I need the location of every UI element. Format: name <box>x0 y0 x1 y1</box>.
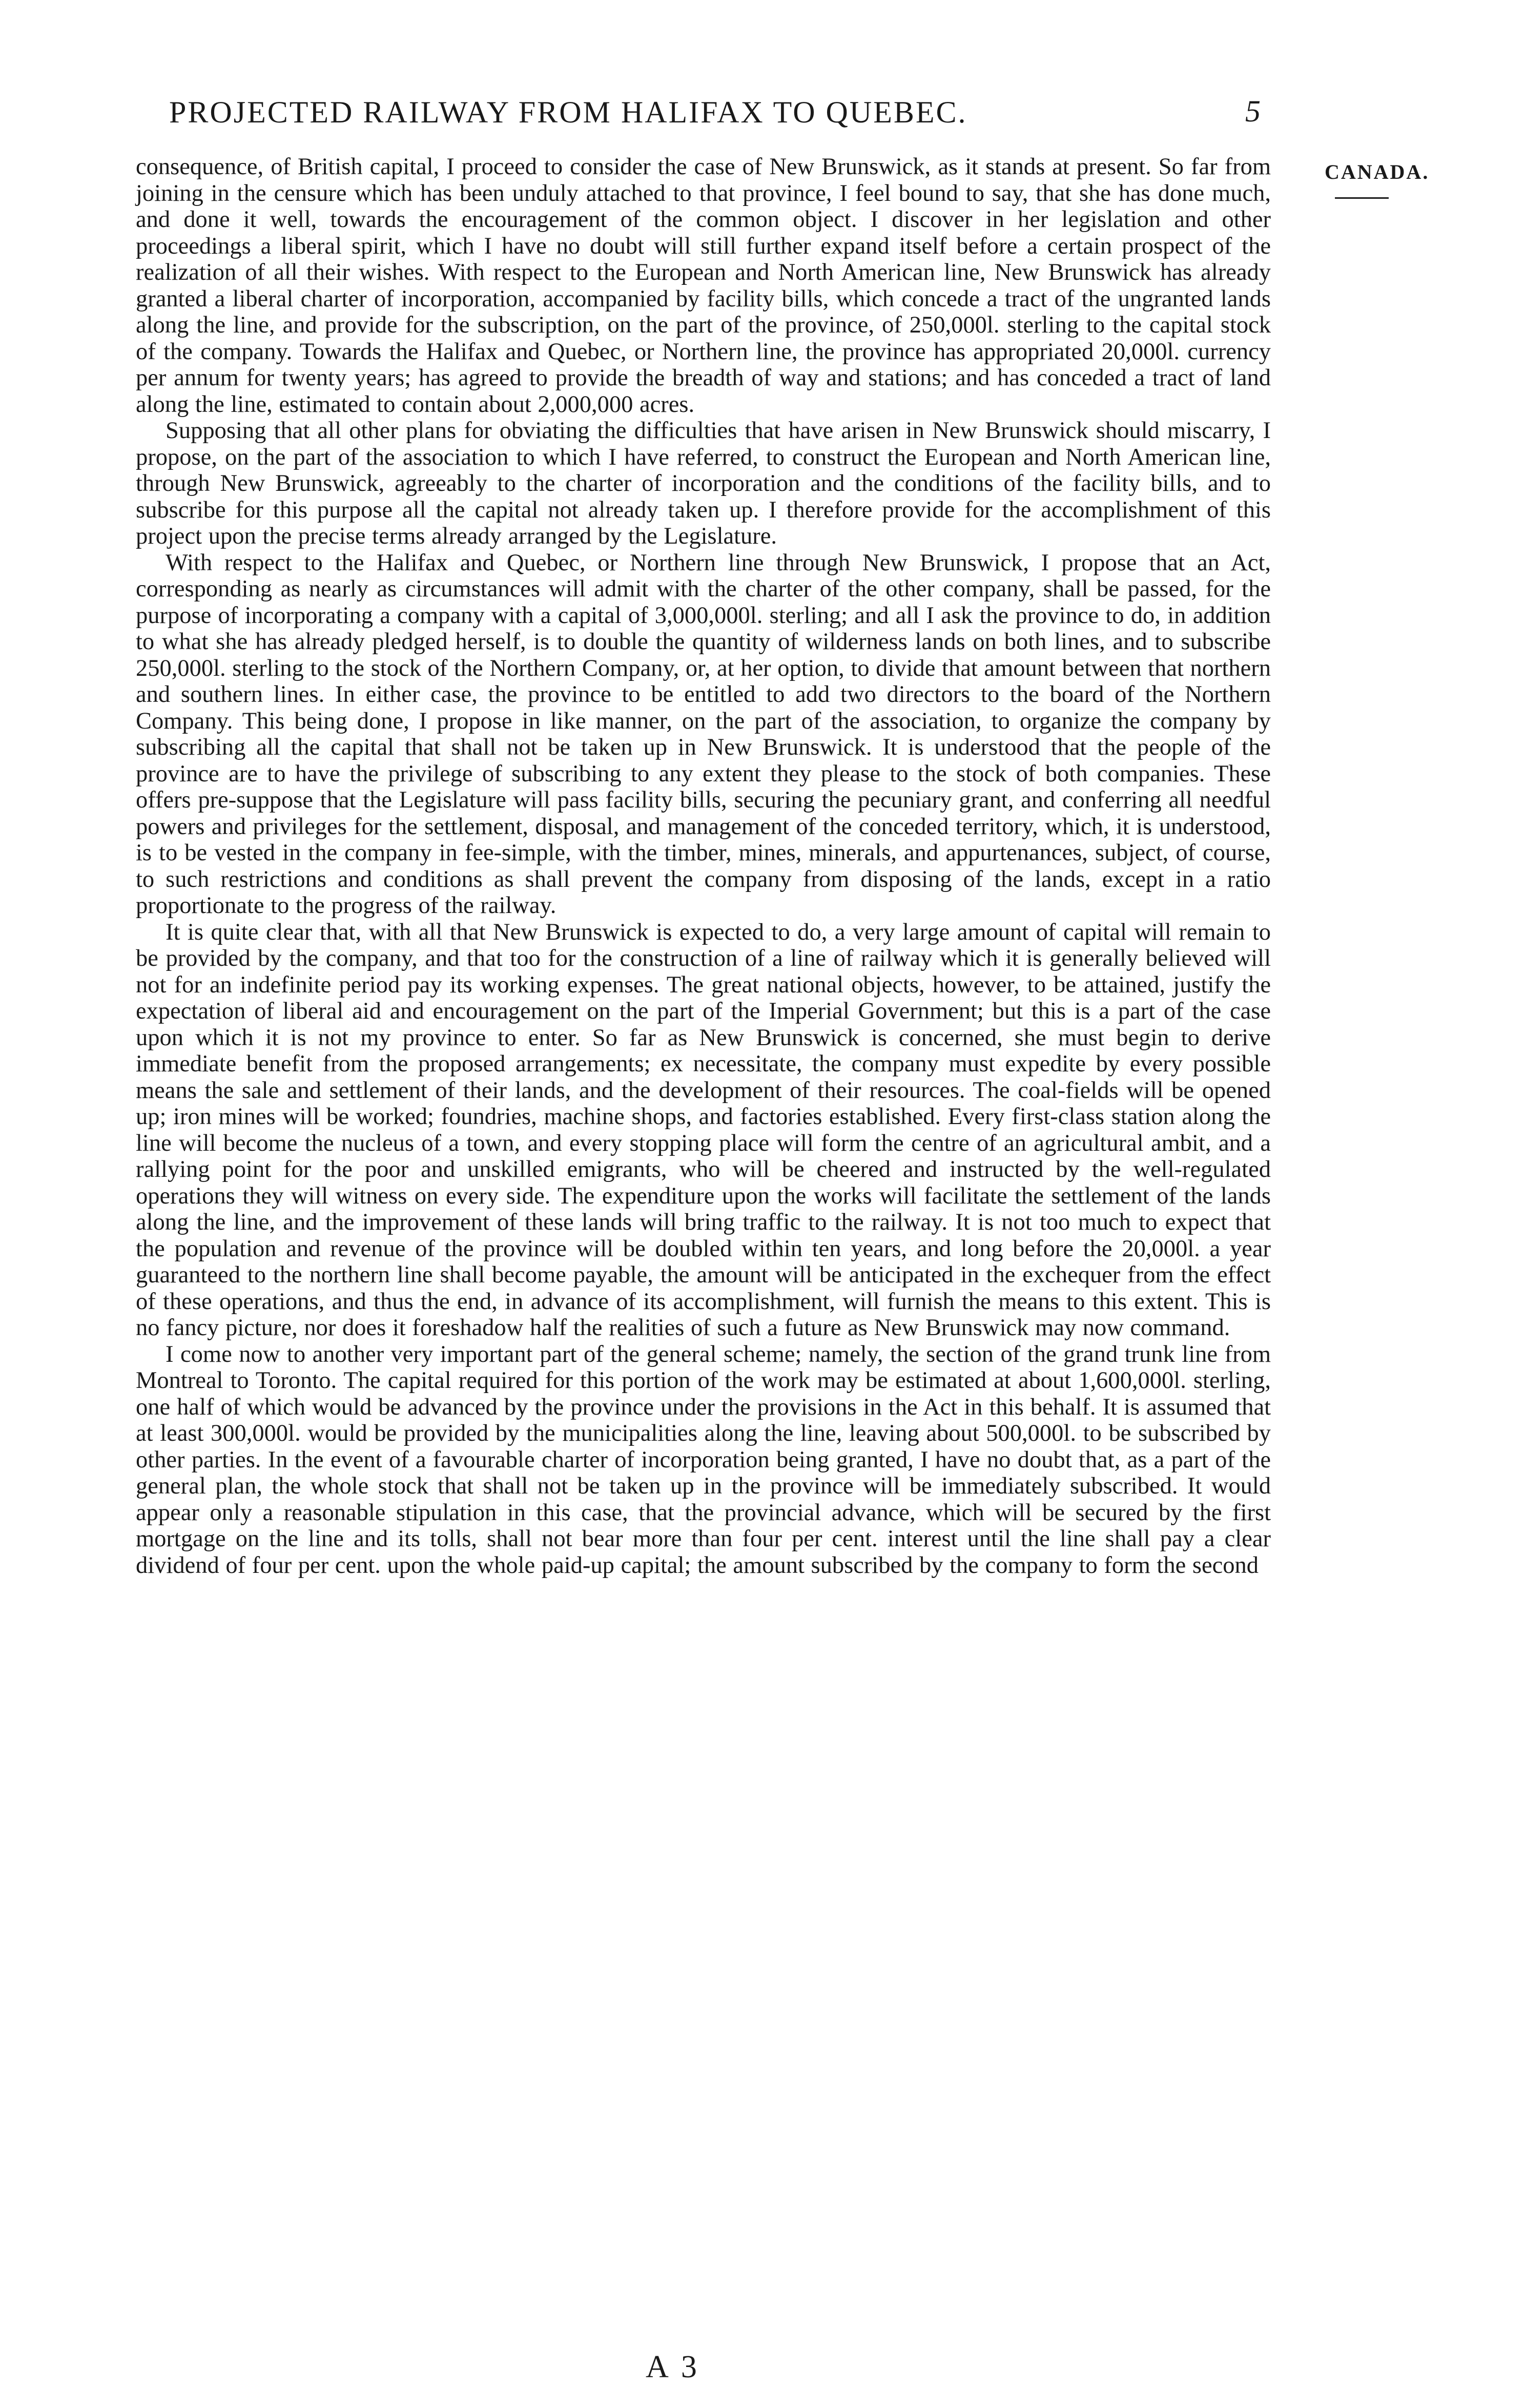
page-number: 5 <box>1245 94 1261 128</box>
paragraph-4: It is quite clear that, with all that New Brunswick is expected to do, a very large amount of capital will remain to be provided by the company, and that too for the construction of a line of railway which it is generally believed will not for an indefinite period pay its working expenses. The great national objects, however, to be attained, justify the expectation of liberal aid and encouragement on the part of the Imperial Government; but this is a part of the case upon which it is not my province to enter. So far as New Brunswick is concerned, she must begin to derive immediate benefit from the proposed arrangements; ex necessitate, the company must expedite by every possible means the sale and settlement of their lands, and the development of their resources. The coal-fields will be opened up; iron mines will be worked; foundries, machine shops, and factories established. Every first-class station along the line will become the nucleus of a town, and every stopping place will form the centre of an agricultural ambit, and a rallying point for the poor and unskilled emigrants, who will be cheered and instructed by the well-regulated operations they will witness on every side. The expenditure upon the works will facilitate the settlement of the lands along the line, and the improvement of these lands will bring traffic to the railway. It is not too much to expect that the population and revenue of the province will be doubled within ten years, and long before the 20,000l. a year guaranteed to the northern line shall become payable, the amount will be anticipated in the exchequer from the effect of these operations, and thus the end, in advance of its accomplishment, will furnish the means to this extent. This is no fancy picture, nor does it foreshadow half the realities of such a future as New Brunswick may now command. <box>136 919 1271 1341</box>
paragraph-1: consequence, of British capital, I proceed to consider the case of New Brunswick, as it stands at present. So far from joining in the censure which has been unduly attached to that province, I feel bound to say, that she has done much, and done it well, towards the encouragement of the common object. I discover in her legislation and other proceedings a liberal spirit, which I have no doubt will still further expand itself before a certain prospect of the realization of all their wishes. With respect to the European and North American line, New Brunswick has already granted a liberal charter of incorporation, accompanied by facility bills, which concede a tract of the ungranted lands along the line, and provide for the subscription, on the part of the province, of 250,000l. sterling to the capital stock of the company. Towards the Halifax and Quebec, or Northern line, the province has appropriated 20,000l. currency per annum for twenty years; has agreed to provide the breadth of way and stations; and has conceded a tract of land along the line, estimated to contain about 2,000,000 acres. <box>136 154 1271 418</box>
paragraph-2: Supposing that all other plans for obviating the difficulties that have arisen in New Brunswick should miscarry, I propose, on the part of the association to which I have referred, to construct the European and North American line, through New Brunswick, agreeably to the charter of incorporation and the conditions of the facility bills, and to subscribe for this purpose all the capital not already taken up. I therefore provide for the accomplishment of this project upon the precise terms already arranged by the Legislature. <box>136 418 1271 549</box>
paragraph-3: With respect to the Halifax and Quebec, or Northern line through New Brunswick, I propose that an Act, corresponding as nearly as circumstances will admit with the charter of the other company, shall be passed, for the purpose of incorporating a company with a capital of 3,000,000l. sterling; and all I ask the province to do, in addition to what she has already pledged herself, is to double the quantity of wilderness lands on both lines, and to subscribe 250,000l. sterling to the stock of the Northern Company, or, at her option, to divide that amount between that northern and southern lines. In either case, the province to be entitled to add two directors to the board of the Northern Company. This being done, I propose in like manner, on the part of the association, to organize the company by subscribing all the capital that shall not be taken up in New Brunswick. It is understood that the people of the province are to have the privilege of subscribing to any extent they please to the stock of both companies. These offers pre-suppose that the Legislature will pass facility bills, securing the pecuniary grant, and conferring all needful powers and privileges for the settlement, disposal, and management of the conceded territory, which, it is understood, is to be vested in the company in fee-simple, with the timber, mines, minerals, and appurtenances, subject, of course, to such restrictions and conditions as shall prevent the company from disposing of the lands, except in a ratio proportionate to the progress of the railway. <box>136 549 1271 919</box>
margin-rule <box>1335 197 1389 199</box>
body-text <box>136 154 1271 1579</box>
margin-section-label: CANADA. <box>1325 160 1430 183</box>
signature-mark: A 3 <box>646 2350 700 2384</box>
running-title: PROJECTED RAILWAY FROM HALIFAX TO QUEBEC. <box>169 95 967 129</box>
paragraph-5: I come now to another very important part of the general scheme; namely, the section of the grand trunk line from Montreal to Toronto. The capital required for this portion of the work may be estimated at about 1,600,000l. sterling, one half of which would be advanced by the province under the provisions in the Act in this behalf. It is assumed that at least 300,000l. would be provided by the municipalities along the line, leaving about 500,000l. to be subscribed by other parties. In the event of a favourable charter of incorporation being granted, I have no doubt that, as a part of the general plan, the whole stock that shall not be taken up in the province will be immediately subscribed. It would appear only a reasonable stipulation in this case, that the provincial advance, which will be secured by the first mortgage on the line and its tolls, shall not bear more than four per cent. interest until the line shall pay a clear dividend of four per cent. upon the whole paid-up capital; the amount subscribed by the company to form the second <box>136 1341 1271 1579</box>
